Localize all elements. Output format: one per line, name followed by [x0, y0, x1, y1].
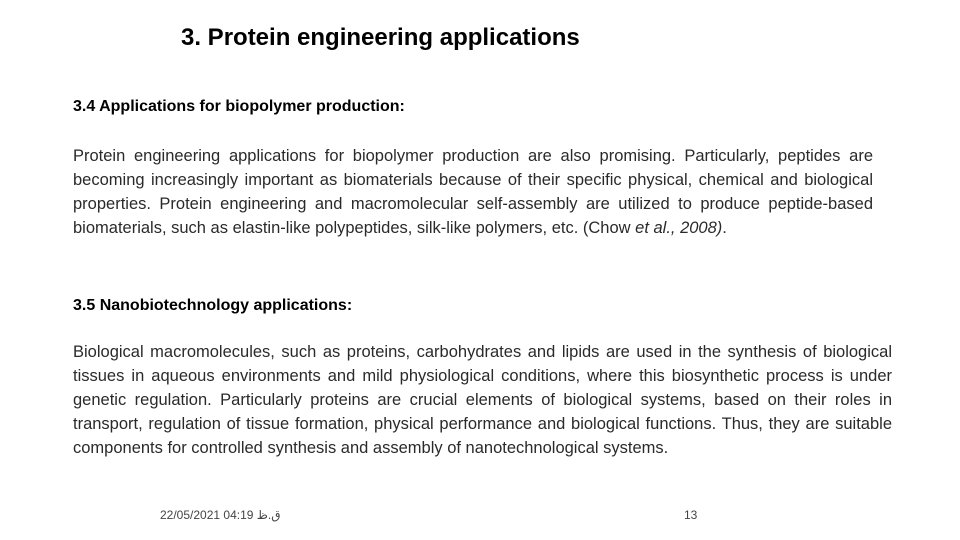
- section-3-4-body-end: .: [722, 219, 727, 237]
- section-3-5-paragraph: Biological macromolecules, such as proteins, carbohydrates and lipids are used in the synthesis of biological tissues in aqueous environments and mild physiological conditions, where this biosynthetic process is under genetic regulation. Particularly proteins are crucial elements of biological systems, based on their roles in transport, regulation of tissue formation, physical performance and biological functions. Thus, they are suitable components for controlled synthesis and assembly of nanotechnological systems.: [73, 343, 892, 457]
- citation-et-al: et al., 2008): [635, 219, 723, 237]
- section-heading-3-4: 3.4 Applications for biopolymer production:: [73, 98, 405, 115]
- footer-date: ق.ظ 04:19 22/05/2021: [160, 508, 281, 522]
- section-heading-3-5: 3.5 Nanobiotechnology applications:: [73, 297, 353, 314]
- footer-page-number: 13: [684, 508, 698, 522]
- section-3-4-paragraph: [73, 144, 873, 240]
- slide-title: 3. Protein engineering applications: [181, 24, 580, 51]
- section-3-4-body-text: Protein engineering applications for biopolymer production are also promising. Particularly, peptides are becoming increasingly important as biomaterials because of their specific physical, chemical and biological properties. Protein engineering and macromolecular self-assembly are utilized to produce peptide-based biomaterials, such as elastin-like polypeptides, silk-like polymers, etc. (Chow: [73, 147, 873, 237]
